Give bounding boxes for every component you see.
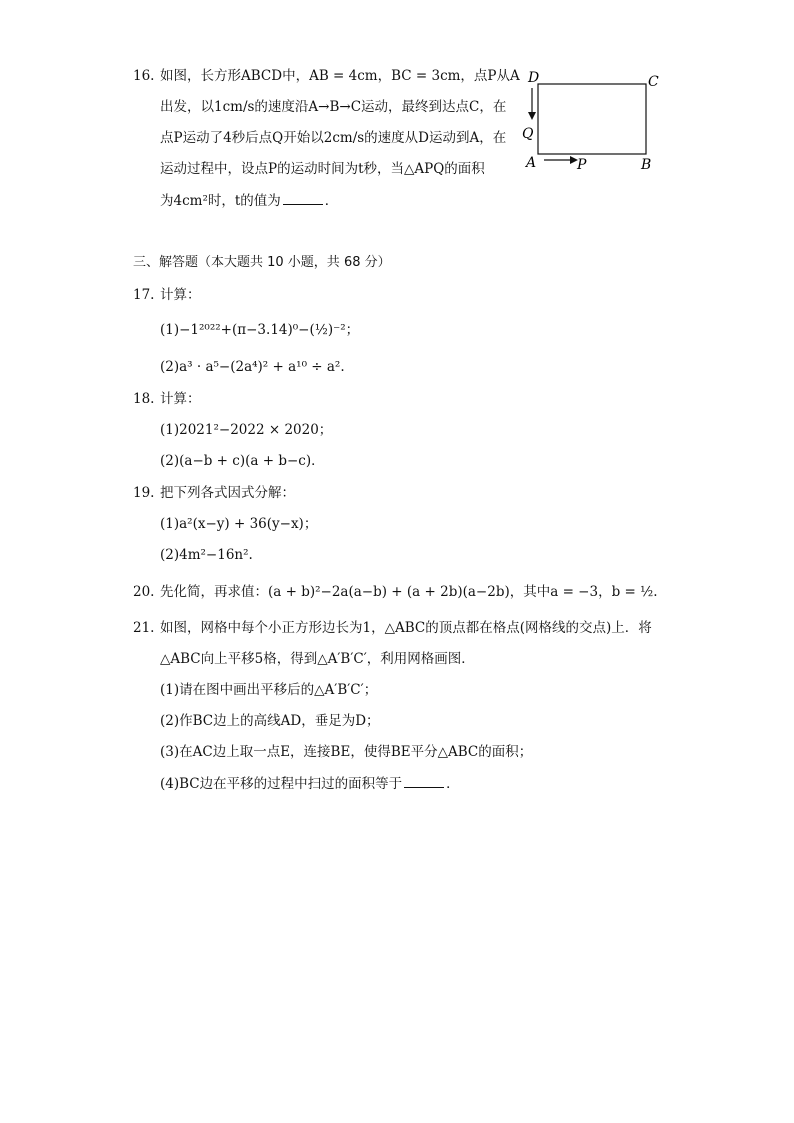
q18-stem: 计算： — [160, 391, 201, 407]
q21-item-2: (2)作BC边上的高线AD，垂足为D； — [160, 713, 380, 729]
label-b: B — [641, 157, 652, 173]
label-d: D — [528, 70, 540, 86]
q16-line-1: 如图，长方形ABCD中，AB = 4cm，BC = 3cm，点P从A — [160, 68, 520, 84]
q21-line-2: △ABC向上平移5格，得到△A′B′C′，利用网格画图． — [160, 651, 475, 667]
section-3-title: 三、解答题（本大题共 10 小题，共 68 分） — [133, 255, 391, 270]
q18-item-2: (2)(a−b + c)(a + b−c)． — [160, 453, 325, 469]
q17-number: 17. — [133, 287, 155, 303]
label-q: Q — [522, 126, 534, 142]
q16-line-5-text: 为4cm²时，t的值为 — [160, 193, 281, 209]
q21-item-4-end: ． — [446, 776, 460, 792]
q21-item-4 — [160, 774, 460, 794]
q20-text: 先化简，再求值：(a + b)²−2a(a−b) + (a + 2b)(a−2b)，其中a = −3，b = ½. — [160, 584, 658, 600]
q21-item-3: (3)在AC边上取一点E，连接BE，使得BE平分△ABC的面积； — [160, 744, 533, 760]
q16-line-4: 运动过程中，设点P的运动时间为t秒，当△APQ的面积 — [160, 161, 485, 177]
q16-number: 16. — [133, 68, 155, 84]
q17-item-2: (2)a³ · a⁵−(2a⁴)² + a¹⁰ ÷ a². — [160, 359, 345, 375]
q16-line-2: 出发，以1cm/s的速度沿A→B→C运动，最终到达点C，在 — [160, 99, 507, 115]
q18-item-1: (1)2021²−2022 × 2020； — [160, 422, 333, 438]
q21-item-1: (1)请在图中画出平移后的△A′B′C′； — [160, 682, 378, 698]
q20-number: 20. — [133, 584, 155, 600]
q21-answer-blank[interactable] — [404, 774, 444, 788]
q19-stem: 把下列各式因式分解： — [160, 485, 295, 501]
q16-line-5-end: ． — [324, 193, 339, 209]
q19-number: 19. — [133, 485, 155, 501]
q16-answer-blank[interactable] — [283, 191, 323, 205]
label-a: A — [526, 155, 537, 171]
rectangle-abcd — [538, 84, 646, 154]
q18-number: 18. — [133, 391, 155, 407]
q21-item-4-text: (4)BC边在平移的过程中扫过的面积等于 — [160, 776, 403, 792]
q19-item-2: (2)4m²−16n². — [160, 547, 253, 563]
q16-line-3: 点P运动了4秒后点Q开始以2cm/s的速度从D运动到A，在 — [160, 130, 507, 146]
arrow-head-down — [528, 112, 536, 120]
q16-rectangle-figure — [520, 66, 670, 176]
q21-line-1: 如图，网格中每个小正方形边长为1，△ABC的顶点都在格点(网格线的交点)上．将 — [160, 620, 652, 636]
label-p: P — [577, 157, 587, 173]
q21-number: 21. — [133, 620, 155, 636]
q17-stem: 计算： — [160, 287, 201, 303]
q16-line-5 — [160, 191, 338, 211]
q17-item-1: (1)−1²⁰²²+(π−3.14)⁰−(½)⁻²； — [160, 322, 360, 338]
q19-item-1: (1)a²(x−y) + 36(y−x)； — [160, 516, 318, 532]
label-c: C — [648, 74, 659, 90]
